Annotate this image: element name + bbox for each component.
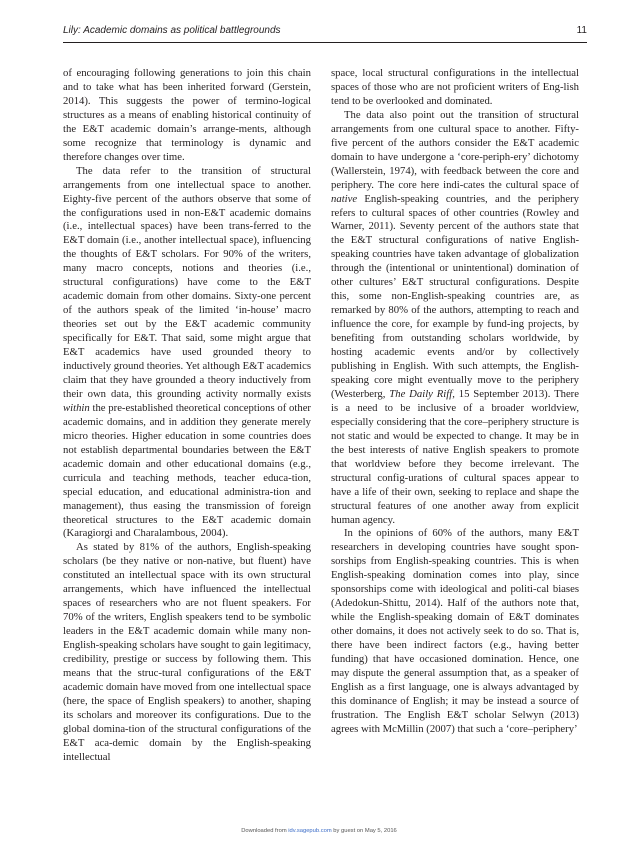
emphasis: within	[63, 401, 90, 414]
right-column	[331, 67, 579, 737]
emphasis: The Daily Riff	[389, 387, 453, 400]
paragraph: space, local structural configurations in the intellectual spaces of those who are not proficient writers of Eng-lish tend to be overlooked and dominated.	[331, 67, 579, 107]
paragraph	[331, 109, 579, 528]
left-column	[63, 67, 311, 765]
text-run: the pre-established theoretical conceptions of other academic domains, and in addition they generate merely micro theories. Higher education in some countries does not establish departmental boundaries between the E&T academic domain and other educational domains (e.g., curricula and teaching methods, teacher educa-tion, special education, and educational administra-tion and management), thus easing the transmission of foreign theoretical structures to the E&T academic domain (Karagiorgi and Charalambous, 2004).	[63, 401, 311, 540]
download-footer	[0, 828, 638, 834]
footer-prefix: Downloaded from	[241, 828, 289, 834]
text-run: The data refer to the transition of structural arrangements from one intellectual space to another. Eighty-five percent of the authors observe that some of the configurations used in non-E&T academic domains (i.e., intellectual spaces) have been trans-ferred to the E&T domain (i.e., another intellectual space), influencing the thoughts of E&T scholars. For 90% of the writers, many macro concepts, notions and theories (i.e., structural configurations) have come to the E&T academic domain from other domains. Sixty-one percent of the authors speak of the limited ‘in-house’ macro theories set out by the E&T academic community specifically for E&T. That said, some might argue that E&T academics have used grounded theory to inductively ground theories. Yet although E&T academics claim that they have grounded a theory inductively from their own data, this grounding activity normally exists	[63, 164, 311, 400]
emphasis: native	[331, 192, 358, 205]
footer-suffix: by guest on May 5, 2016	[331, 828, 397, 834]
running-title: Lily: Academic domains as political battlegrounds	[63, 25, 281, 36]
paragraph	[63, 165, 311, 542]
text-run: , 15 September 2013). There is a need to be inclusive of a broader worldview, especially considering that the core–periphery structure is not static and would be expected to change. It may be in the best interests of native English speakers to promote that worldview before they become irrelevant. The structural config-urations of cultural spaces appear to have a life of their own, seeking to replace and shape the structural features of one another away from explicit human agency.	[331, 387, 579, 526]
footer-link[interactable]: idv.sagepub.com	[288, 828, 332, 834]
running-header	[63, 20, 587, 43]
page-number: 11	[576, 25, 587, 36]
paragraph: In the opinions of 60% of the authors, many E&T researchers in developing countries have sought spon-sorships from English-speaking countries. This is when English-speaking domination comes into play, since sponsorships come with ideological and politi-cal biases (Adedokun-Shittu, 2014). Half of the authors note that, while the English-speaking domain of E&T dominates other domains, it does not actively seek to do so. That is, there have been indirect factors (e.g., having better funding) that have occasioned domination. Hence, one may dispute the general assumption that, as a speaker of English as a first language, one is always advantaged by this dominance of English; it may be instead a source of frustration. The English E&T scholar Selwyn (2013) agrees with McMillin (2007) that such a ‘core–periphery’	[331, 527, 579, 735]
paragraph: As stated by 81% of the authors, English-speaking scholars (be they native or non-native, but fluent) have constituted an intellectual space with its own structural arrangements, which have influenced the intellectual spaces of researchers who are not fluent speakers. For 70% of the writers, English speakers tend to be symbolic leaders in the E&T academic domain while many non-English-speaking scholars have sought to gain legitimacy, credibility, prestige or success by following them. This means that the struc-tural configurations of the E&T academic domain have moved from one intellectual space (here, the space of English speakers) to another, shaping its scholars and moreover its configurations. Due to the global domina-tion of the structural configurations of the E&T aca-demic domain by the English-speaking intellectual	[63, 541, 311, 763]
text-run: The data also point out the transition of structural arrangements from one cultural space to another. Fifty-five percent of the authors consider the E&T academic domain to have undergone a ‘core-periph-ery’ dichotomy (Wallerstein, 1974), with feedback between the core and periphery. The core here indi-cates the cultural space of	[331, 108, 579, 191]
paragraph: of encouraging following generations to join this chain and to take what has been inherited forward (Gerstein, 2014). This suggests the power of termino-logical structures as a means of enabling historical continuity of the E&T academic domain’s arrange-ments, although some recognize that terminology is dynamic and therefore changes over time.	[63, 67, 311, 163]
text-run: English-speaking countries, and the periphery refers to cultural spaces of other countries (Rowley and Warner, 2011). Seventy percent of the authors state that the E&T structural configurations of native English-speaking countries have taken advantage of globalization through the (intentional or unintentional) domination of other cultures’ E&T structural configurations. Despite this, some non-English-speaking countries are, as remarked by 80% of the authors, attempting to reach and influence the core, for example by fund-ing projects, by benefiting from outstanding scholars worldwide, by hosting academic events and/or by collectively publishing in English. With such attempts, the English-speaking core might eventually move to the periphery (Westerberg,	[331, 192, 579, 400]
